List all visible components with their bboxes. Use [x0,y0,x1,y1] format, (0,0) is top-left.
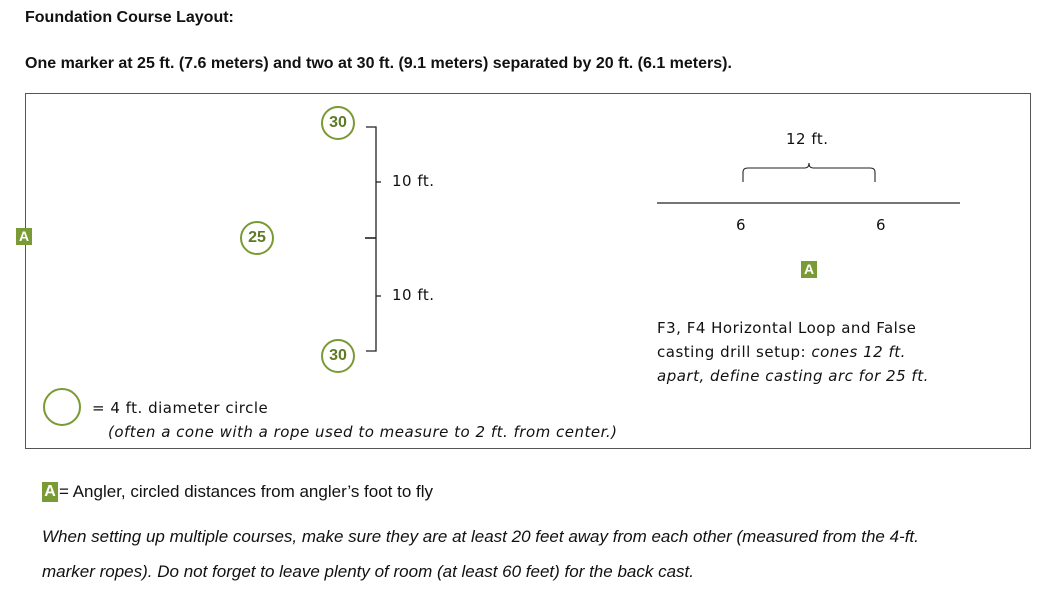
footer-note-line1: When setting up multiple courses, make sure they are at least 20 feet away from each other (measured from the 4-ft. [42,527,919,546]
drill-left-value: 6 [736,216,747,234]
angler-legend-badge: A [42,482,58,502]
drill-width-brace [743,163,875,182]
page-subtitle: One marker at 25 ft. (7.6 meters) and two at 30 ft. (9.1 meters) separated by 20 ft. (6.1 meters). [25,55,732,72]
angler-marker-drill: A [801,261,817,278]
distance-bracket [366,127,376,351]
legend-circle-icon [43,388,81,426]
drill-description-line2-plain: casting drill setup: [657,343,812,361]
drill-right-value: 6 [876,216,887,234]
page-title: Foundation Course Layout: [25,9,234,26]
angler-legend-text: = Angler, circled distances from angler’s foot to fly [59,482,434,501]
legend-circle-note: (often a cone with a rope used to measure to 2 ft. from center.) [108,423,618,441]
marker-30-top: 30 [321,106,355,140]
drill-description-line1: F3, F4 Horizontal Loop and False [657,319,917,337]
drill-description-line3: apart, define casting arc for 25 ft. [657,367,929,385]
angler-marker-left: A [16,228,32,245]
marker-30-bottom: 30 [321,339,355,373]
spacing-upper-label: 10 ft. [392,172,435,190]
marker-25: 25 [240,221,274,255]
drill-description-line2 [657,343,906,361]
drill-width-label: 12 ft. [786,130,829,148]
legend-circle-label: = 4 ft. diameter circle [92,399,269,417]
footer-note-line2: marker ropes). Do not forget to leave plenty of room (at least 60 feet) for the back cast. [42,562,694,581]
spacing-lower-label: 10 ft. [392,286,435,304]
drill-description-line2-italic: cones 12 ft. [811,343,906,361]
